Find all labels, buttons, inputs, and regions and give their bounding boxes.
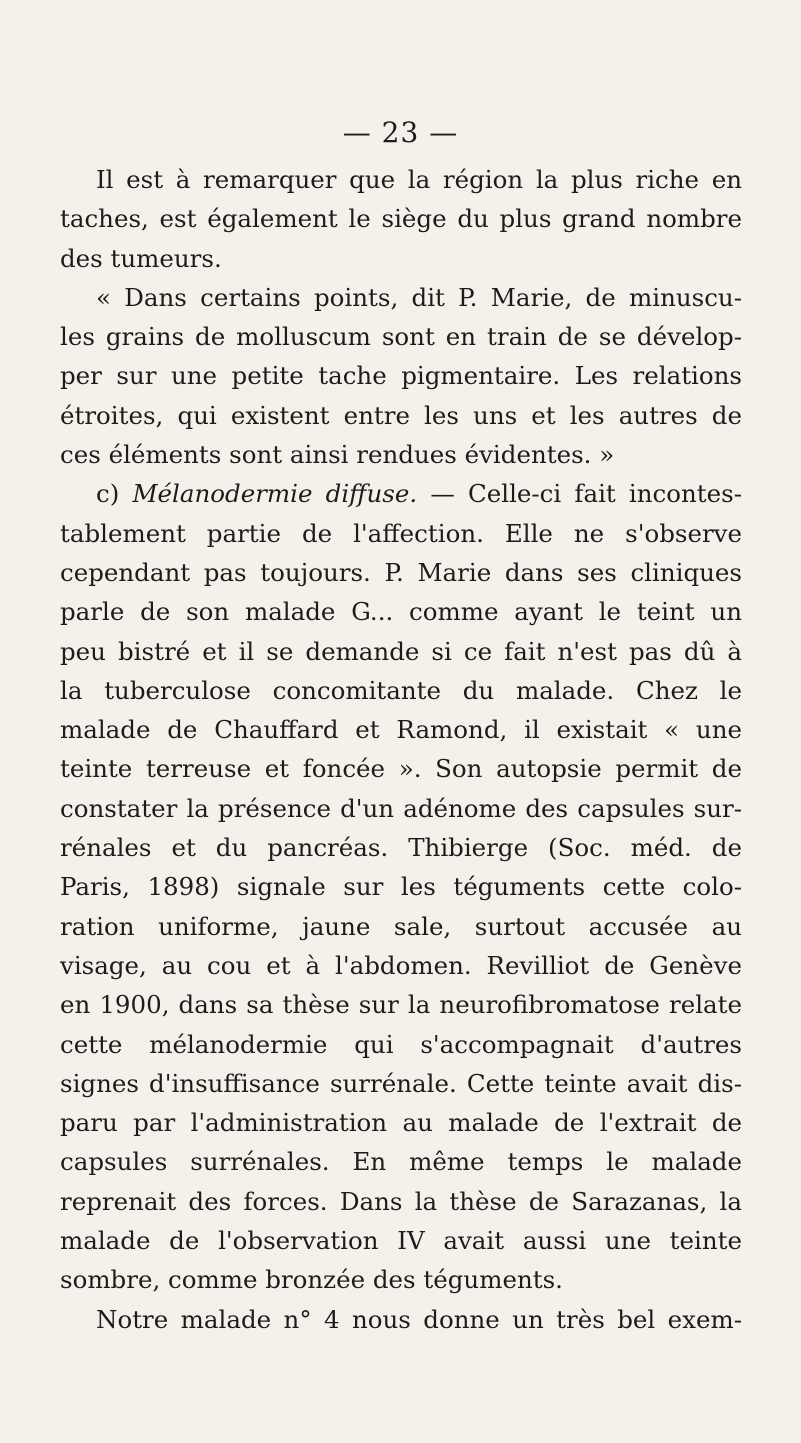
section-title: Mélanodermie diffuse. bbox=[132, 479, 418, 509]
text-line: les grains de molluscum sont en train de se dévelop- bbox=[60, 322, 742, 352]
section-heading-rest: — Celle-ci fait incontes- bbox=[430, 479, 742, 509]
text-line: étroites, qui existent entre les uns et les autres de bbox=[60, 400, 742, 430]
text-line: taches, est également le siège du plus grand nombre bbox=[60, 204, 742, 234]
page-number: — 23 — bbox=[342, 116, 459, 149]
section-heading-line bbox=[60, 474, 742, 513]
text-line: malade de l'observation IV avait aussi une teinte bbox=[60, 1226, 742, 1256]
text-line: signes d'insuffisance surrénale. Cette teinte avait dis- bbox=[60, 1068, 742, 1098]
text-line: paru par l'administration au malade de l'extrait de bbox=[60, 1108, 742, 1138]
text-line: capsules surrénales. En même temps le malade bbox=[60, 1147, 742, 1177]
text-line: la tuberculose concomitante du malade. Chez le bbox=[60, 675, 742, 705]
text-line: peu bistré et il se demande si ce fait n'est pas dû à bbox=[60, 636, 742, 666]
text-line: sombre, comme bronzée des téguments. bbox=[60, 1265, 563, 1295]
body-text bbox=[60, 160, 742, 1339]
text-line: tablement partie de l'affection. Elle ne s'observe bbox=[60, 518, 742, 548]
text-line: en 1900, dans sa thèse sur la neurofibromatose relate bbox=[60, 990, 742, 1020]
text-line: rénales et du pancréas. Thibierge (Soc. méd. de bbox=[60, 833, 742, 863]
text-line: per sur une petite tache pigmentaire. Les relations bbox=[60, 361, 742, 391]
text-line: des tumeurs. bbox=[60, 243, 222, 273]
text-line: ration uniforme, jaune sale, surtout accusée au bbox=[60, 911, 742, 941]
text-line: cette mélanodermie qui s'accompagnait d'autres bbox=[60, 1029, 742, 1059]
text-line: Paris, 1898) signale sur les téguments cette colo- bbox=[60, 872, 742, 902]
text-line: malade de Chauffard et Ramond, il existait « une bbox=[60, 715, 742, 745]
text-line: teinte terreuse et foncée ». Son autopsie permit de bbox=[60, 754, 742, 784]
text-line: parle de son malade G... comme ayant le teint un bbox=[60, 597, 742, 627]
text-line: cependant pas toujours. P. Marie dans ses cliniques bbox=[60, 557, 742, 587]
text-line: Il est à remarquer que la région la plus riche en bbox=[96, 165, 742, 194]
text-line: visage, au cou et à l'abdomen. Revilliot de Genève bbox=[60, 950, 742, 980]
text-line: ces éléments sont ainsi rendues évidentes. » bbox=[60, 440, 615, 470]
text-line: reprenait des forces. Dans la thèse de Sarazanas, la bbox=[60, 1186, 742, 1216]
text-line: constater la présence d'un adénome des capsules sur- bbox=[60, 793, 742, 823]
text-line: « Dans certains points, dit P. Marie, de minuscu- bbox=[96, 282, 742, 312]
section-label: c) bbox=[96, 479, 120, 509]
text-line: Notre malade n° 4 nous donne un très bel exem- bbox=[96, 1304, 742, 1334]
